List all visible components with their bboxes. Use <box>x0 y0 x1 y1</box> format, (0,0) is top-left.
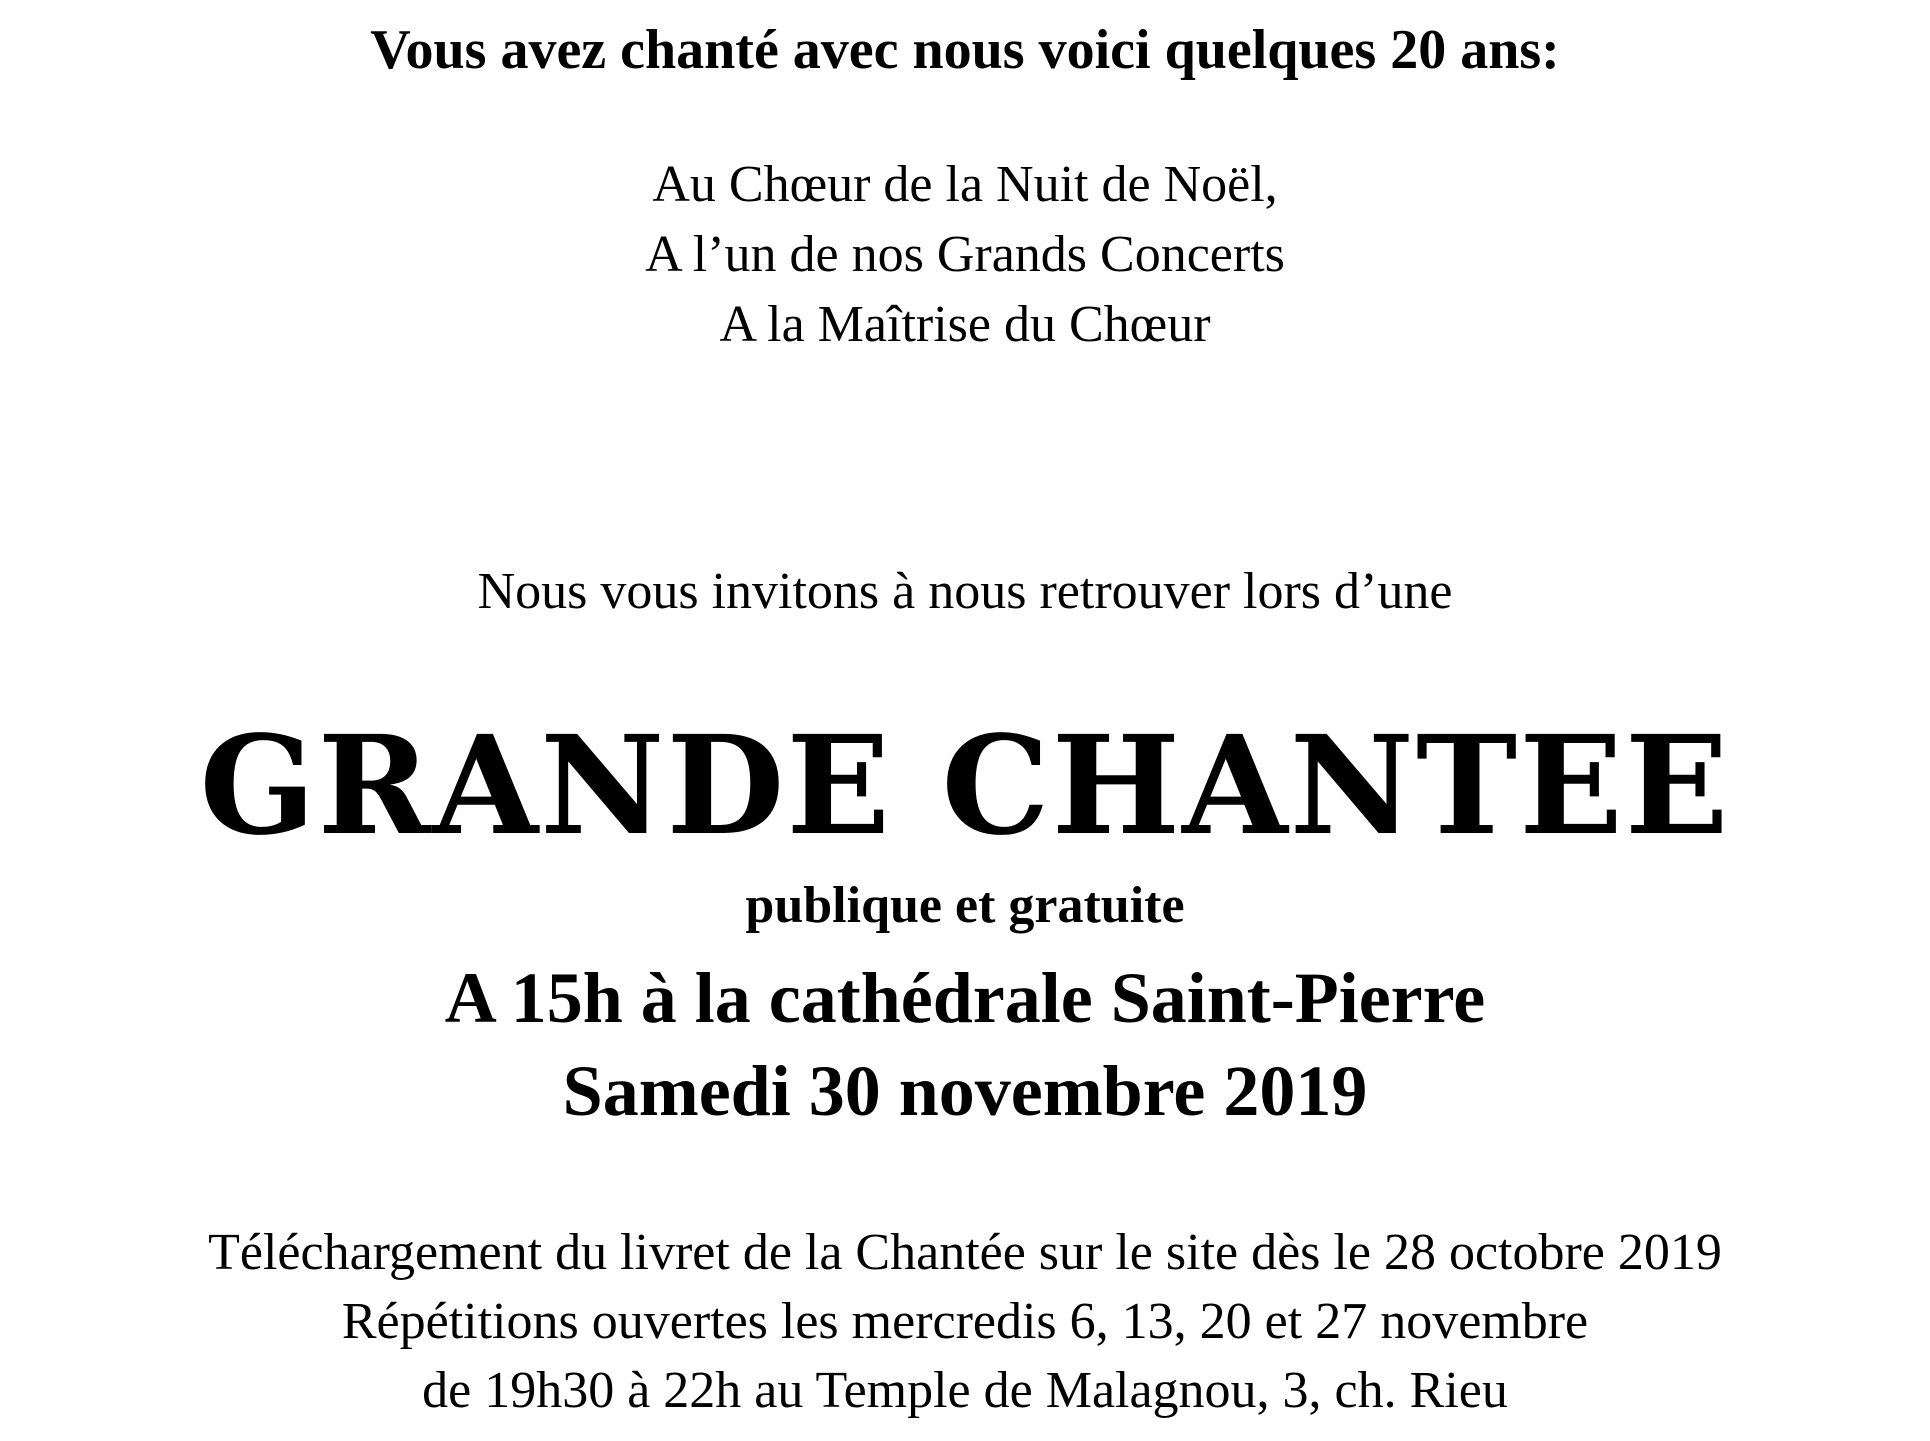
choir-item: A l’un de nos Grands Concerts <box>645 226 1285 283</box>
info-line-rehearsals: Répétitions ouvertes les mercredis 6, 13, 20 et 27 novembre <box>341 1293 1589 1350</box>
info-block <box>0 1218 1930 1425</box>
info-line-download: Téléchargement du livret de la Chantée sur le site dès le 28 octobre 2019 <box>208 1224 1722 1281</box>
info-line-location: de 19h30 à 22h au Temple de Malagnou, 3, ch. Rieu <box>422 1362 1508 1419</box>
event-subtitle: publique et gratuite <box>745 877 1185 934</box>
choir-item: Au Chœur de la Nuit de Noël, <box>652 156 1278 213</box>
choir-item: A la Maîtrise du Chœur <box>719 296 1211 353</box>
invitation-text: Nous vous invitons à nous retrouver lors d’une <box>477 563 1453 620</box>
event-title: GRANDE CHANTEE <box>199 706 1731 866</box>
choir-list <box>0 150 1930 360</box>
event-date: Samedi 30 novembre 2019 <box>562 1051 1368 1131</box>
event-venue: A 15h à la cathédrale Saint-Pierre <box>444 958 1486 1038</box>
intro-heading: Vous avez chanté avec nous voici quelques 20 ans: <box>370 19 1560 81</box>
